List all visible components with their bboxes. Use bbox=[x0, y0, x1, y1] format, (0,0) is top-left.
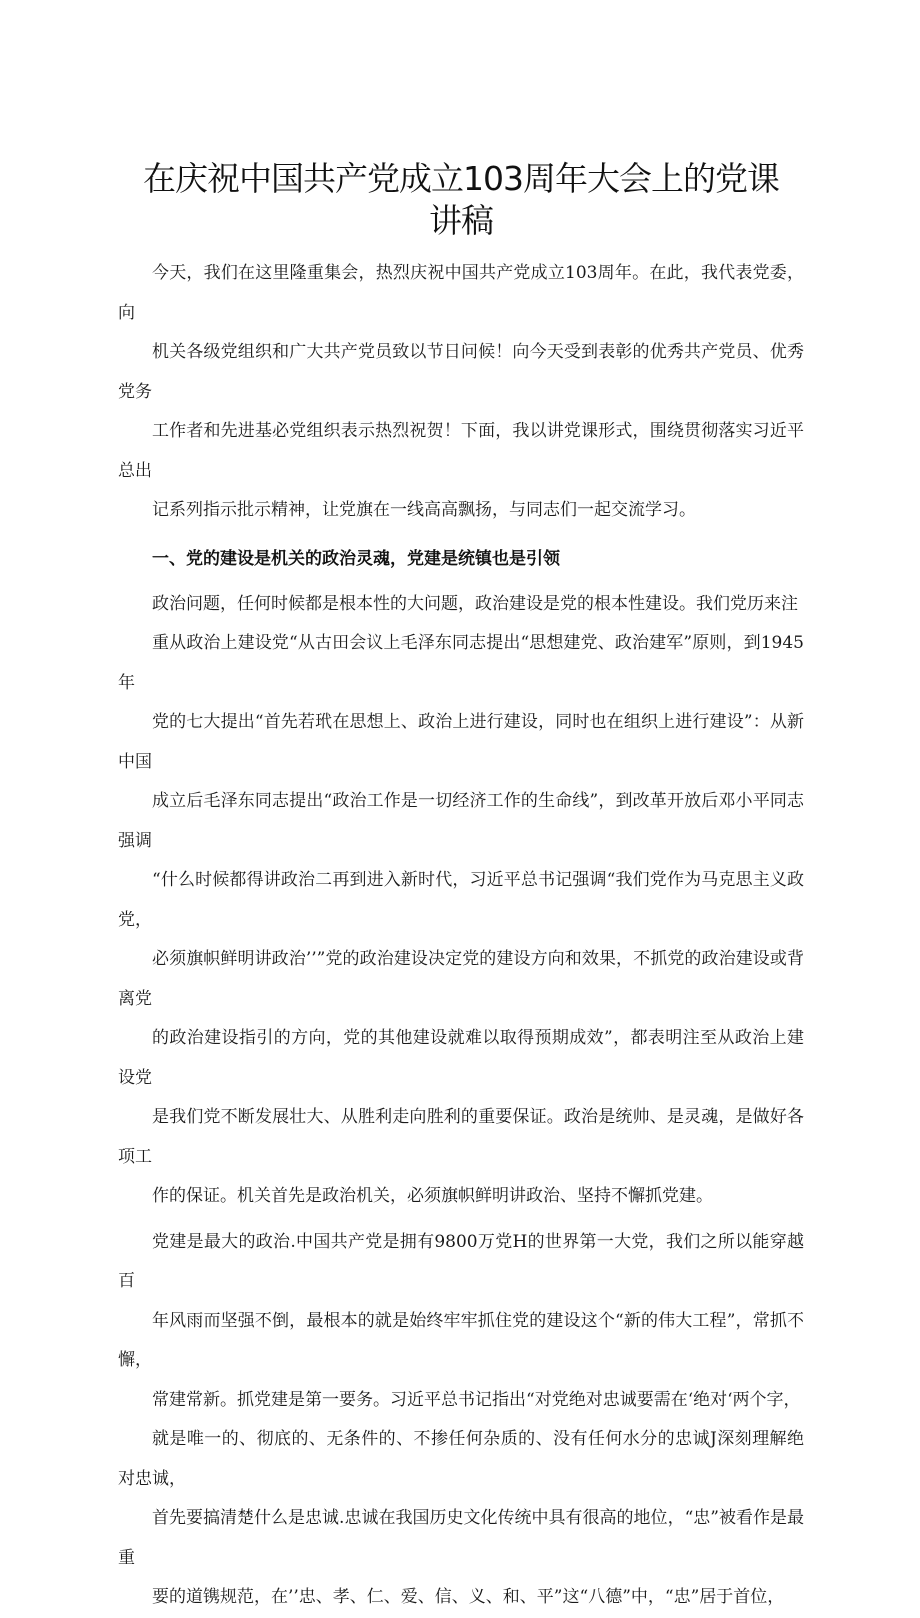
body-paragraph-2 bbox=[118, 1223, 804, 1618]
body-paragraph-1 bbox=[118, 585, 804, 1217]
text-line: 记系列指示批示精神，让党旗在一线高高飘扬，与同志们一起交流学习。 bbox=[152, 500, 696, 520]
text-line: 重从政治上建设党“从古田会议上毛泽东同志提出“思想建党、政治建军”原则，到1945年 bbox=[118, 633, 804, 693]
intro-paragraph bbox=[118, 254, 804, 531]
text-line: 年风雨而坚强不倒，最根本的就是始终牢牢抓住党的建设这个“新的伟大工程”，常抓不懈， bbox=[118, 1310, 804, 1370]
text-line: 作的保证。机关首先是政治机关，必须旗帜鲜明讲政治、坚持不懈抓党建。 bbox=[152, 1186, 713, 1206]
document-body bbox=[118, 158, 804, 1618]
text-line: 机关各级党组织和广大共产党员致以节日问候！向今天受到表彰的优秀共产党员、优秀党务 bbox=[118, 342, 804, 402]
text-line: 的政治建设指引的方向，党的其他建设就难以取得预期成效”，都表明注至从政治上建设党 bbox=[118, 1028, 804, 1088]
title-line: 在庆祝中国共产党成立103周年大会上的党课 bbox=[143, 159, 779, 198]
text-line: 政治问题，任何时候都是根本性的大问题，政治建设是党的根本性建设。我们党历来注 bbox=[152, 593, 798, 614]
text-line: 就是唯一的、彻底的、无条件的、不掺任何杂质的、没有任何水分的忠诚J深刻理解绝对忠诚， bbox=[118, 1429, 804, 1489]
title-line: 讲稿 bbox=[429, 201, 493, 240]
text-line: 要的道镌规范，在’’忠、孝、仁、爱、信、义、和、平”这“八德”中，“忠”居于首位， bbox=[152, 1587, 785, 1607]
text-line: 首先要搞清楚什么是忠诚.忠诚在我国历史文化传统中具有很高的地位，“忠”被看作是最重 bbox=[118, 1508, 804, 1568]
text-line: 工作者和先进基必党组织表示热烈祝贺！下面，我以讲党课形式，围绕贯彻落实习近平总出 bbox=[118, 421, 804, 481]
text-line: “什么时候都得讲政治二再到进入新时代，习近平总书记强调“我们党作为马克思主义政党， bbox=[118, 870, 804, 930]
text-line: 党建是最大的政治.中国共产党是拥有9800万党H的世界第一大党，我们之所以能穿越百 bbox=[118, 1231, 804, 1291]
document-title bbox=[118, 158, 804, 242]
text-line: 常建常新。抓党建是第一要务。习近平总书记指出“对党绝对忠诚要需在‘绝对‘两个字， bbox=[152, 1389, 801, 1410]
text-line: 今天，我们在这里隆重集会，热烈庆祝中国共产党成立103周年。在此，我代表党委，向 bbox=[118, 263, 804, 323]
section-heading: 一、党的建设是机关的政治灵魂，党建是统镇也是引领 bbox=[152, 548, 560, 569]
text-line: 党的七大提出“首先若玳在思想上、政治上进行建设，同时也在组织上进行建设”：从新中国 bbox=[118, 712, 804, 772]
text-line: 是我们党不断发展壮大、从胜利走向胜利的重要保证。政治是统帅、是灵魂，是做好各项工 bbox=[118, 1107, 804, 1167]
text-line: 成立后毛泽东同志提出“政治工作是一切经济工作的生命线”，到改革开放后邓小平同志强调 bbox=[118, 791, 804, 851]
text-line: 必须旗帜鲜明讲政治’’”党的政治建设决定党的建设方向和效果，不抓党的政治建设或背离党 bbox=[118, 949, 804, 1009]
